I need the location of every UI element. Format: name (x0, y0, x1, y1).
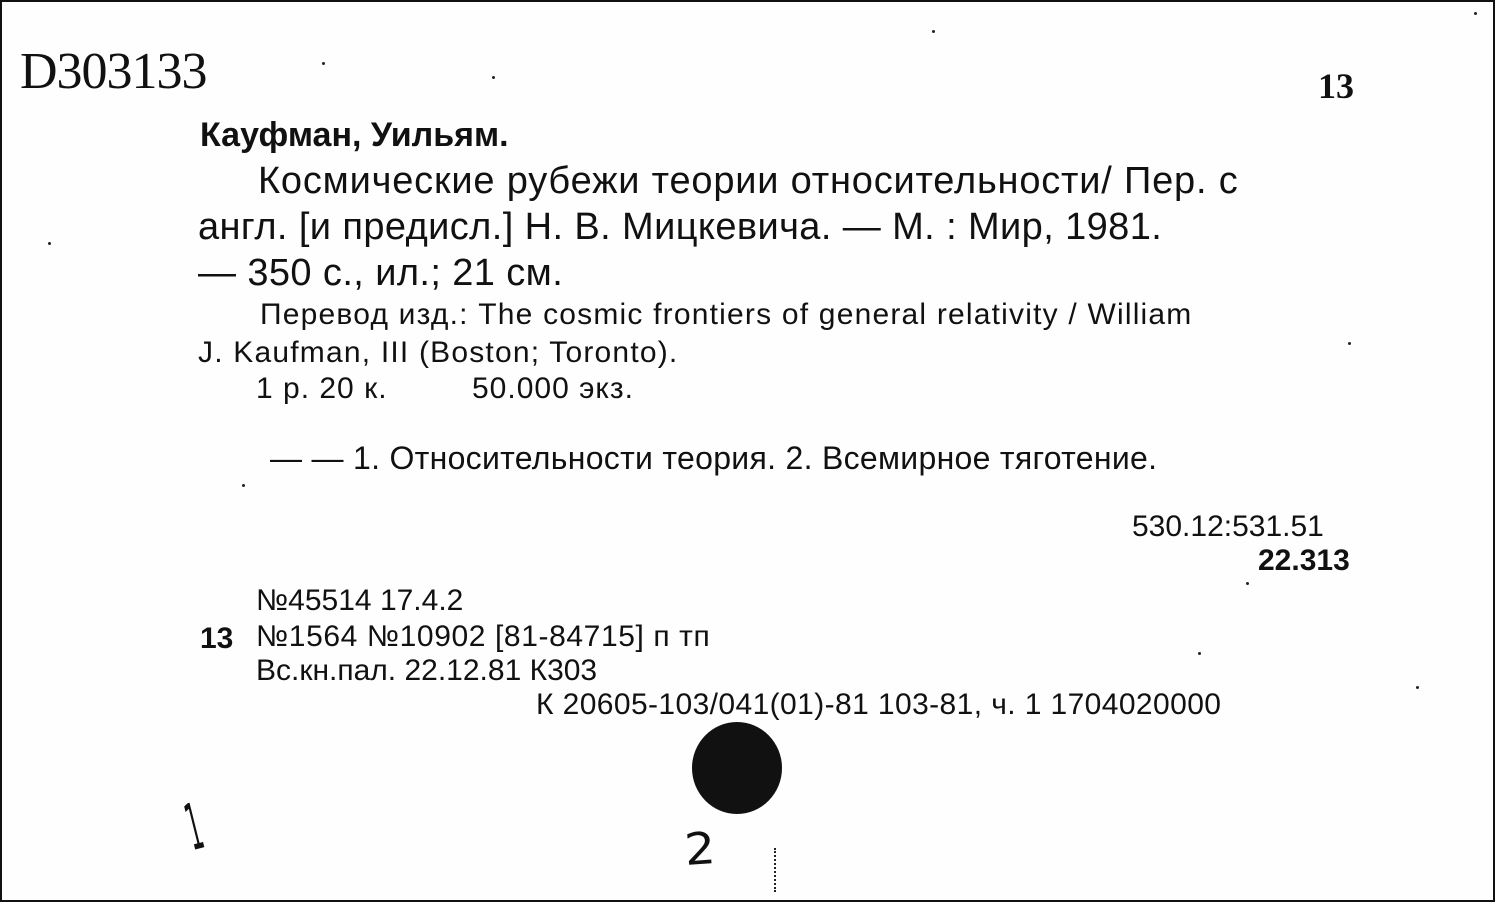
price: 1 р. 20 к. (256, 372, 388, 405)
subject-headings: — — 1. Относительности теория. 2. Всемирное тяготение. (270, 440, 1158, 476)
scan-speck (1348, 342, 1351, 345)
sheet-number: 13 (1318, 66, 1354, 106)
handwritten-1: 1 (178, 790, 211, 866)
title-line-3: — 350 с., ил.; 21 см. (198, 252, 564, 294)
tech-line-4: К 20605-103/041(01)-81 103-81, ч. 1 1704020000 (536, 688, 1222, 721)
author-heading: Кауфман, Уильям. (200, 116, 509, 154)
punch-hole (692, 722, 782, 814)
scan-tick (774, 848, 778, 892)
handwritten-2: 2 (682, 822, 718, 877)
tech-line-2: №1564 №10902 [81-84715] п тп (256, 620, 711, 653)
tech-line-1: №45514 17.4.2 (256, 584, 464, 617)
title-line-1: Космические рубежи теории относительности/ Пер. с (258, 160, 1239, 202)
bbk-index: 22.313 (1258, 544, 1350, 577)
tech-line-3: Вс.кн.пал. 22.12.81 К303 (256, 654, 598, 687)
scan-speck (932, 30, 935, 33)
udc-index: 530.12:531.51 (1132, 510, 1324, 543)
scan-speck (1474, 12, 1477, 15)
scan-speck (48, 242, 51, 245)
translation-note-line-1: Перевод изд.: The cosmic frontiers of general relativity / William (260, 298, 1193, 331)
scan-speck (322, 62, 325, 65)
scan-speck (242, 484, 245, 487)
scan-speck (1246, 582, 1249, 585)
title-line-2: англ. [и предисл.] Н. В. Мицкевича. — М. : Мир, 1981. (198, 206, 1163, 248)
tech-prefix: 13 (200, 622, 234, 655)
scan-speck (492, 76, 495, 79)
scan-speck (1198, 652, 1201, 655)
scan-speck (1416, 686, 1419, 689)
edition-size: 50.000 экз. (472, 372, 634, 405)
translation-note-line-2: J. Kaufman, III (Boston; Toronto). (198, 336, 679, 369)
accession-number: D303133 (20, 43, 207, 100)
